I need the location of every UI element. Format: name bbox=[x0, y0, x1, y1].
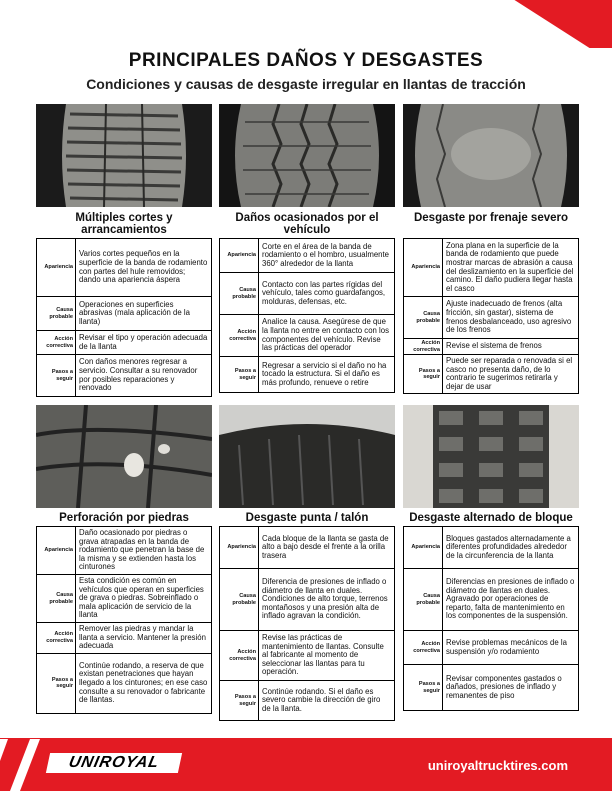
row-text: Continúe rodando, a reserva de que existan penetraciones que hayan llegado a los cinturones; en ese caso consulte a su renovador o fabricante de llantas. bbox=[76, 653, 212, 713]
row-text: Revise las prácticas de mantenimiento de llantas. Consulte al fabricante al momento de seleccionar las llantas para tu operación. bbox=[259, 631, 395, 681]
row-text: Continúe rodando. Si el daño es severo cambie la dirección de giro de la llanta. bbox=[259, 681, 395, 721]
card-title: Daños ocasionados por el vehículo bbox=[235, 212, 379, 236]
row-text: Varios cortes pequeños en la superficie de la banda de rodamiento con partes del hule removidos; dando una apariencia áspera bbox=[76, 239, 212, 297]
table-row bbox=[37, 623, 212, 654]
row-text: Operaciones en superficies abrasivas (mala aplicación de la llanta) bbox=[76, 297, 212, 331]
row-label-causa: Causa probable bbox=[404, 569, 443, 631]
table-row bbox=[220, 681, 395, 721]
row-label-accion: Acción correctiva bbox=[37, 331, 76, 355]
row-label-pasos: Pasos a seguir bbox=[404, 355, 443, 394]
row-label-apariencia: Apariencia bbox=[220, 527, 259, 569]
table-row bbox=[37, 331, 212, 355]
page-title: PRINCIPALES DAÑOS Y DESGASTES bbox=[128, 50, 484, 71]
tire-photo-vehicle-damage bbox=[219, 104, 395, 207]
table-row bbox=[37, 575, 212, 623]
row-text: Esta condición es común en vehículos que operan en superficies de grava o piedras. Sobreinflado o mala aplicación de servicio de la llanta bbox=[76, 575, 212, 623]
table-row bbox=[220, 357, 395, 393]
row-text: Revisar el tipo y operación adecuada de la llanta bbox=[76, 331, 212, 355]
row-text: Revisar componentes gastados o dañados, presiones de inflado y remanentes de piso bbox=[443, 665, 579, 711]
row-text: Diferencias en presiones de inflado o diámetro de llantas en duales. Agravado por operaciones de reparto, falta de mantenimiento en los componentes de la suspensión. bbox=[443, 569, 579, 631]
row-label-apariencia: Apariencia bbox=[37, 527, 76, 575]
table-row bbox=[220, 273, 395, 315]
table-row bbox=[404, 355, 579, 394]
table-row bbox=[220, 315, 395, 357]
table-row bbox=[37, 527, 212, 575]
row-label-causa: Causa probable bbox=[404, 297, 443, 339]
table-row bbox=[37, 297, 212, 331]
row-text: Zona plana en la superficie de la banda de rodamiento que puede mostrar marcas de abrasión a causa del deslizamiento en la superficie del camino. El daño pudiera llegar hasta el casco bbox=[443, 239, 579, 297]
table-row bbox=[404, 297, 579, 339]
row-text: Con daños menores regresar a servicio. Consultar a su renovador por posibles reparaciones y renovado bbox=[76, 355, 212, 397]
row-label-causa: Causa probable bbox=[37, 297, 76, 331]
tire-photo-stone-drilling bbox=[36, 405, 212, 508]
table-row bbox=[220, 631, 395, 681]
table-row bbox=[404, 631, 579, 665]
row-text: Revise el sistema de frenos bbox=[443, 339, 579, 355]
row-label-pasos: Pasos a seguir bbox=[37, 355, 76, 397]
table-row bbox=[404, 527, 579, 569]
row-label-apariencia: Apariencia bbox=[220, 239, 259, 273]
row-text: Ajuste inadecuado de frenos (alta fricción, sin gastar), sistema de frenos desbalanceado, uso agresivo de los frenos bbox=[443, 297, 579, 339]
table-row bbox=[404, 239, 579, 297]
card-title: Desgaste alternado de bloque bbox=[409, 512, 573, 524]
info-table bbox=[36, 238, 212, 397]
row-text: Remover las piedras y mandar la llanta a servicio. Mantener la presión adecuada bbox=[76, 623, 212, 654]
row-label-accion: Acción correctiva bbox=[404, 631, 443, 665]
table-row bbox=[404, 665, 579, 711]
row-text: Contacto con las partes rígidas del vehículo, tales como guardafangos, molduras, defensas, etc. bbox=[259, 273, 395, 315]
row-label-accion: Acción correctiva bbox=[37, 623, 76, 654]
row-text: Diferencia de presiones de inflado o diámetro de llanta en duales. Condiciones de alto torque, terrenos montañosos y una presión alta de inflado agravan la condición. bbox=[259, 569, 395, 631]
row-label-pasos: Pasos a seguir bbox=[37, 653, 76, 713]
table-row bbox=[37, 239, 212, 297]
row-text: Cada bloque de la llanta se gasta de alto a bajo desde el frente a la orilla trasera bbox=[259, 527, 395, 569]
row-label-causa: Causa probable bbox=[37, 575, 76, 623]
row-label-pasos: Pasos a seguir bbox=[220, 681, 259, 721]
table-row bbox=[37, 653, 212, 713]
row-label-causa: Causa probable bbox=[220, 273, 259, 315]
card-title: Perforación por piedras bbox=[59, 512, 189, 524]
row-label-accion: Acción correctiva bbox=[404, 339, 443, 355]
table-row bbox=[220, 239, 395, 273]
tire-photo-alternate-block-wear bbox=[403, 405, 579, 508]
footer-website-link[interactable]: uniroyaltrucktires.com bbox=[427, 758, 568, 773]
info-table bbox=[403, 238, 579, 394]
row-label-apariencia: Apariencia bbox=[404, 239, 443, 297]
top-corner-stripe bbox=[462, 0, 612, 48]
page-subtitle: Condiciones y causas de desgaste irregular en llantas de tracción bbox=[86, 76, 526, 92]
row-text: Bloques gastados alternadamente a diferentes profundidades alrededor de la circunferencia de la llanta bbox=[443, 527, 579, 569]
card-title: Desgaste por frenaje severo bbox=[413, 212, 569, 224]
row-label-apariencia: Apariencia bbox=[404, 527, 443, 569]
logo-text: UNIROYAL bbox=[67, 754, 162, 771]
table-row bbox=[404, 569, 579, 631]
tire-photo-multiple-cuts bbox=[36, 104, 212, 207]
row-label-pasos: Pasos a seguir bbox=[220, 357, 259, 393]
row-text: Analice la causa. Asegúrese de que la llanta no entre en contacto con los componentes del vehículo. Revise las prácticas del operador bbox=[259, 315, 395, 357]
table-row bbox=[220, 569, 395, 631]
table-row bbox=[404, 339, 579, 355]
info-table bbox=[219, 526, 395, 721]
tire-photo-heel-toe-wear bbox=[219, 405, 395, 508]
tire-photo-braking-wear bbox=[403, 104, 579, 207]
row-label-causa: Causa probable bbox=[220, 569, 259, 631]
row-label-pasos: Pasos a seguir bbox=[404, 665, 443, 711]
table-row bbox=[37, 355, 212, 397]
row-text: Corte en el área de la banda de rodamiento o el hombro, usualmente 360° alrededor de la llanta bbox=[259, 239, 395, 273]
row-text: Regresar a servicio si el daño no ha tocado la estructura. Si el daño es más profundo, renueve o retire bbox=[259, 357, 395, 393]
row-text: Puede ser reparada o renovada si el casco no presenta daño, de lo contrario te sugerimos retirarla y dejar de usar bbox=[443, 355, 579, 394]
row-label-accion: Acción correctiva bbox=[220, 631, 259, 681]
table-row bbox=[220, 527, 395, 569]
info-table bbox=[219, 238, 395, 393]
card-title: Múltiples cortes y arrancamientos bbox=[75, 212, 173, 236]
uniroyal-logo bbox=[46, 753, 182, 773]
row-label-apariencia: Apariencia bbox=[37, 239, 76, 297]
info-table bbox=[36, 526, 212, 714]
row-label-accion: Acción correctiva bbox=[220, 315, 259, 357]
row-text: Daño ocasionado por piedras o grava atrapadas en la banda de rodamiento que penetran la base de la misma y se extienden hasta los cinturones bbox=[76, 527, 212, 575]
info-table bbox=[403, 526, 579, 711]
card-title: Desgaste punta / talón bbox=[245, 512, 369, 524]
row-text: Revise problemas mecánicos de la suspensión y/o rodamiento bbox=[443, 631, 579, 665]
